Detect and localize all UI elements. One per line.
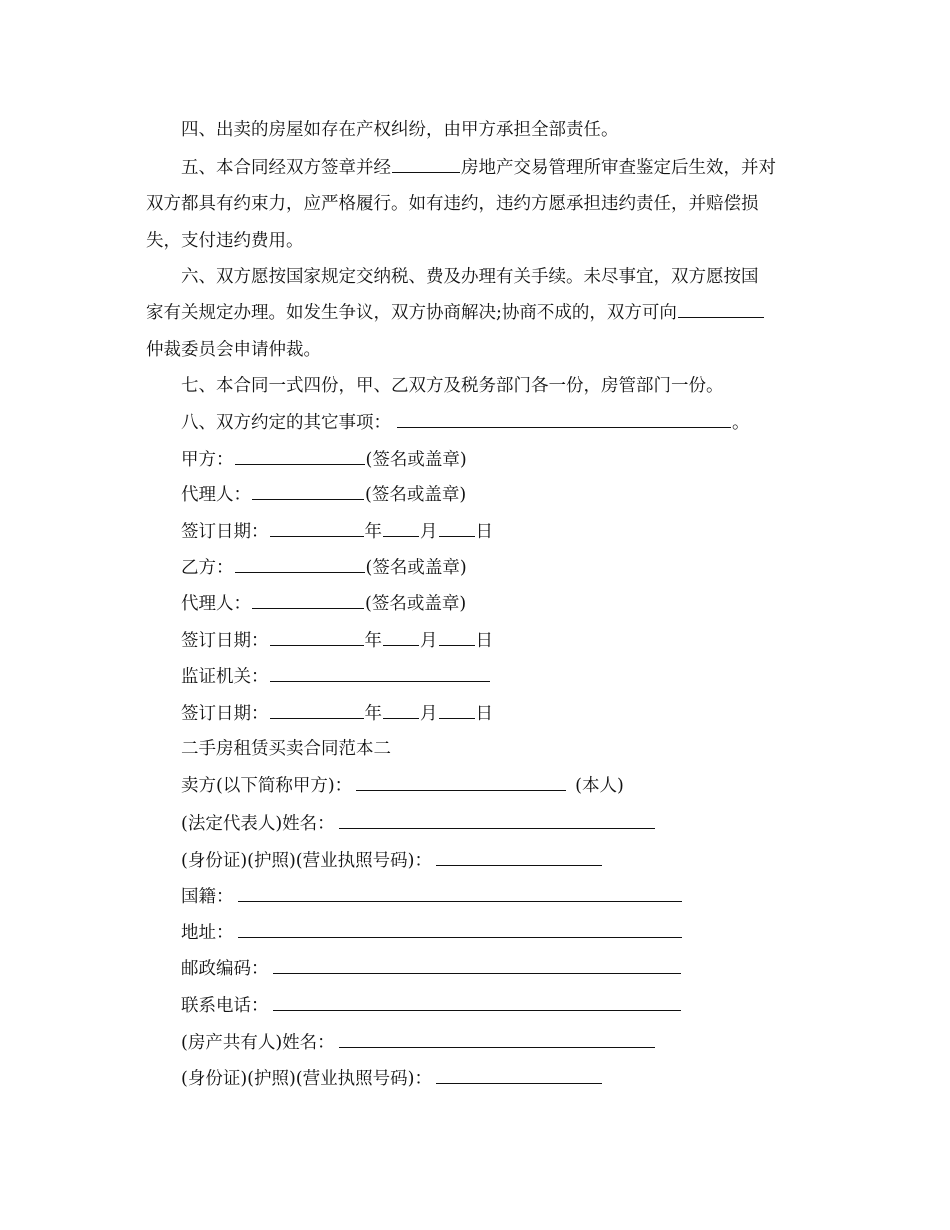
party-a-date-line (181, 520, 493, 544)
date-c-day-blank[interactable] (439, 702, 475, 719)
party-b-blank[interactable] (235, 556, 365, 573)
co-owner-id-line (181, 1067, 603, 1091)
authority-blank[interactable] (270, 665, 490, 682)
clause-5-line-1 (146, 156, 806, 180)
legal-rep-line (181, 812, 656, 836)
nationality-blank[interactable] (238, 885, 682, 902)
date-c-year-blank[interactable] (270, 702, 364, 719)
phone-line (181, 994, 682, 1018)
phone-blank[interactable] (273, 994, 681, 1011)
co-owner-label: (房产共有人)姓名： (181, 1033, 335, 1053)
date-a-month: 月 (420, 522, 438, 542)
postcode-blank[interactable] (273, 957, 681, 974)
co-owner-blank[interactable] (339, 1031, 655, 1048)
party-a-agent-line (181, 483, 466, 507)
clause-7 (146, 374, 806, 398)
seller-id-line (181, 849, 603, 873)
agent-a-sign-note: (签名或盖章) (365, 485, 467, 505)
nationality-line (181, 885, 683, 909)
seller-id-blank[interactable] (436, 849, 602, 866)
co-owner-id-blank[interactable] (436, 1067, 602, 1084)
date-b-day-blank[interactable] (439, 629, 475, 646)
registry-blank[interactable] (392, 156, 460, 173)
clause-6-text-a: 六、双方愿按国家规定交纳税、费及办理有关手续。未尽事宜，双方愿按国 (181, 267, 759, 287)
clause-6-text-c: 仲裁委员会申请仲裁。 (146, 340, 321, 360)
agent-b-blank[interactable] (252, 592, 364, 609)
date-b-month-blank[interactable] (383, 629, 419, 646)
agent-a-label: 代理人： (181, 485, 251, 505)
legal-rep-label: (法定代表人)姓名： (181, 814, 335, 834)
clause-4 (146, 118, 806, 142)
date-c-month-blank[interactable] (383, 702, 419, 719)
authority-line (181, 665, 491, 689)
clause-5-line-3 (146, 229, 806, 253)
agent-a-blank[interactable] (252, 483, 364, 500)
clause-5-line-2 (146, 192, 806, 216)
address-line (181, 921, 683, 945)
party-a-label: 甲方： (181, 450, 234, 470)
party-a-sign-note: (签名或盖章) (365, 450, 467, 470)
clause-6-line-3 (146, 338, 806, 362)
postcode-label: 邮政编码： (181, 959, 269, 979)
other-matters-blank[interactable] (397, 411, 731, 428)
seller-blank[interactable] (356, 774, 566, 791)
party-b-date-line (181, 629, 493, 653)
date-c-label: 签订日期： (181, 704, 269, 724)
address-blank[interactable] (238, 921, 682, 938)
agent-b-label: 代理人： (181, 594, 251, 614)
party-a-line (181, 448, 467, 472)
date-b-label: 签订日期： (181, 631, 269, 651)
date-c-day: 日 (475, 704, 493, 724)
date-b-day: 日 (475, 631, 493, 651)
postcode-line (181, 957, 682, 981)
phone-label: 联系电话： (181, 996, 269, 1016)
clause-5-text-a: 五、本合同经双方签章并经 (181, 158, 391, 178)
date-b-year: 年 (364, 631, 382, 651)
arbitration-blank[interactable] (678, 301, 764, 318)
date-b-month: 月 (420, 631, 438, 651)
clause-8-end: 。 (732, 413, 750, 433)
date-a-year-blank[interactable] (270, 520, 364, 537)
self-note: (本人) (575, 776, 624, 796)
address-label: 地址： (181, 923, 234, 943)
party-b-line (181, 556, 467, 580)
clause-6-text-b: 家有关规定办理。如发生争议，双方协商解决;协商不成的，双方可向 (146, 303, 677, 323)
clause-5-text-b: 房地产交易管理所审查鉴定后生效，并对 (461, 158, 776, 178)
date-a-month-blank[interactable] (383, 520, 419, 537)
date-b-year-blank[interactable] (270, 629, 364, 646)
clause-8 (181, 411, 750, 435)
party-b-agent-line (181, 592, 466, 616)
date-a-label: 签订日期： (181, 522, 269, 542)
seller-label: 卖方(以下简称甲方)： (181, 776, 353, 796)
authority-date-line (181, 702, 493, 726)
sample-2-title (181, 737, 391, 761)
clause-5-text-c: 双方都具有约束力，应严格履行。如有违约，违约方愿承担违约责任，并赔偿损 (146, 194, 759, 214)
date-c-year: 年 (364, 704, 382, 724)
seller-line (181, 774, 624, 798)
party-b-label: 乙方： (181, 558, 234, 578)
nationality-label: 国籍： (181, 887, 234, 907)
sample-2-title-text: 二手房租赁买卖合同范本二 (181, 739, 391, 759)
party-b-sign-note: (签名或盖章) (365, 558, 467, 578)
date-c-month: 月 (420, 704, 438, 724)
agent-b-sign-note: (签名或盖章) (365, 594, 467, 614)
clause-8-text: 八、双方约定的其它事项： (181, 413, 391, 433)
date-a-day-blank[interactable] (439, 520, 475, 537)
clause-5-text-d: 失，支付违约费用。 (146, 231, 304, 251)
party-a-blank[interactable] (235, 448, 365, 465)
clause-6-line-2 (146, 301, 806, 325)
date-a-year: 年 (364, 522, 382, 542)
clause-4-text: 四、出卖的房屋如存在产权纠纷，由甲方承担全部责任。 (181, 120, 619, 140)
clause-6-line-1 (146, 265, 806, 289)
clause-7-text: 七、本合同一式四份，甲、乙双方及税务部门各一份，房管部门一份。 (181, 376, 724, 396)
legal-rep-blank[interactable] (339, 812, 655, 829)
seller-id-label: (身份证)(护照)(营业执照号码)： (181, 851, 432, 871)
authority-label: 监证机关： (181, 667, 269, 687)
date-a-day: 日 (475, 522, 493, 542)
co-owner-line (181, 1031, 656, 1055)
co-owner-id-label: (身份证)(护照)(营业执照号码)： (181, 1069, 432, 1089)
